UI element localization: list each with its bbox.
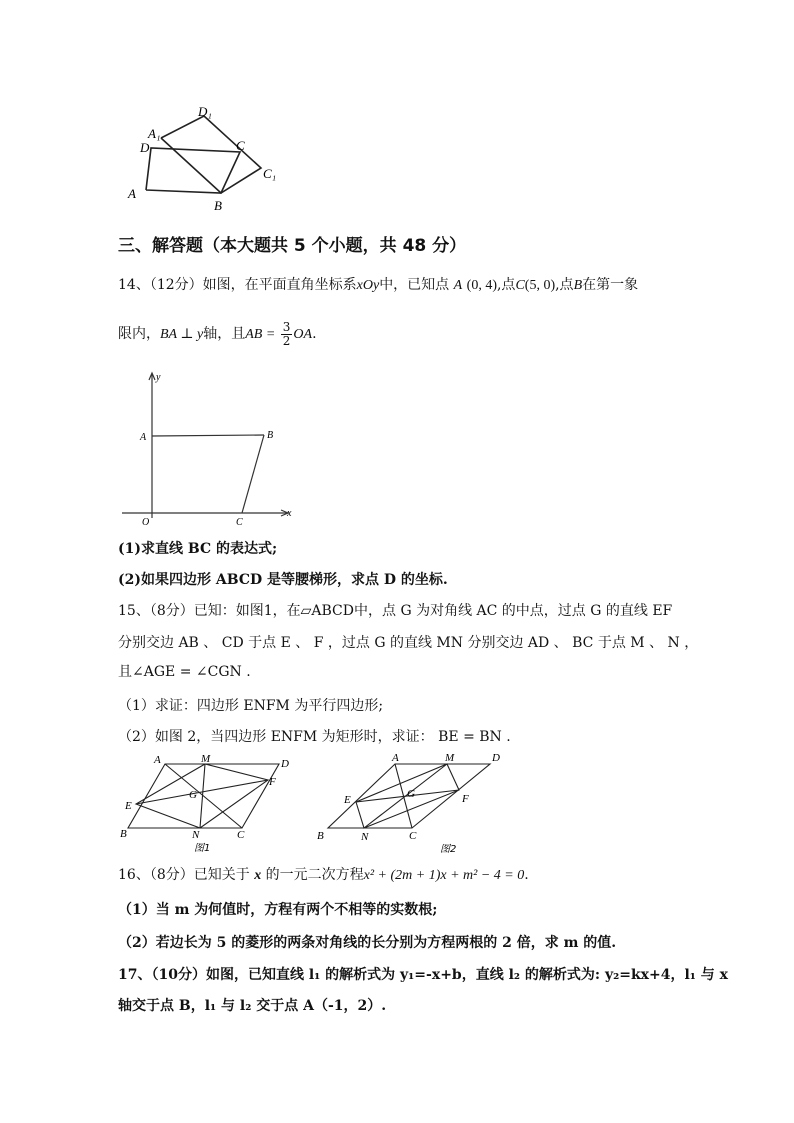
fig1-label-C: C [237,829,245,841]
q14-sub1: (1)求直线 BC 的表达式; [118,541,278,557]
fig2-caption: 图2 [440,844,457,855]
q14-a-coord: (0, 4) [466,278,497,293]
fig1-label-B: B [120,828,127,840]
segment-AB [152,435,264,436]
q14-prefix: 14、（12分）如图，在平面直角坐标系 [118,277,357,293]
q16-line1-mid: 的一元二次方程 [265,867,364,883]
fig2-label-F: F [462,793,469,805]
q14-mid3: ,点 [555,277,574,293]
fig2-label-D: D [492,752,500,764]
q14-line1 [118,276,638,295]
label-C: C [236,138,245,153]
q17-line1: 17、（10分）如图，已知直线 l₁ 的解析式为 y₁=-x+b，直线 l₂ 的解析式为: y₂=kx+4，l₁ 与 x [118,967,729,983]
q14-mid4: 在第一象 [582,277,639,293]
q14-ab: AB = [245,327,276,342]
q16-sub1: （1）当 m 为何值时，方程有两个不相等的实数根; [118,902,438,918]
fig2-label-B: B [317,830,324,842]
label-D: D [140,140,150,155]
point-label-C: C [236,517,243,528]
q16-var-x: x [254,868,262,883]
fig2-label-G: G [407,788,415,800]
point-label-B: B [267,430,274,441]
fig1-diag-AC [165,764,242,828]
fig2-label-M: M [445,752,455,764]
fig1-label-F: F [269,776,276,788]
q14-perp: BA ⊥ y [160,327,204,342]
label-C1: C₁ [263,166,277,181]
section-title: 三、解答题（本大题共 5 个小题，共 48 分） [118,236,467,256]
q15-sub2: （2）如图 2，当四边形 ENFM 为矩形时，求证： BE = BN . [118,729,511,745]
fig2-label-E: E [344,794,351,806]
label-A: A [128,186,136,201]
q16-equation: x² + (2m + 1)x + m² − 4 = 0 [363,868,525,883]
q14-line2-pre: 限内， [118,326,160,342]
q15-line3: 且∠AGE = ∠CGN . [118,664,251,680]
q17-line2: 轴交于点 B，l₁ 与 l₂ 交于点 A（-1，2）. [118,998,387,1014]
q14-frac-den: 2 [282,333,291,348]
q14-b-label: B [573,278,583,293]
axis-label-x: x [287,508,292,519]
fig1-label-G: G [189,789,197,801]
fig2-label-A: A [392,752,399,764]
q16-line1 [118,866,529,885]
q14-mid2: ,点 [496,277,516,293]
q15-sub1: （1）求证：四边形 ENFM 为平行四边形; [118,698,384,714]
q14-c-label: C [515,278,525,293]
point-label-A: A [140,432,147,443]
q15-figure-2 [312,748,512,858]
q15-line2: 分别交边 AB 、 CD 于点 E 、 F ，过点 G 的直线 MN 分别交边 AD 、 BC 于点 M 、 N ， [118,635,699,651]
label-B: B [214,198,222,213]
q14-line2-mid: 轴，且 [203,326,246,342]
edge-ABCD [146,148,240,193]
fig2-line-MN [364,764,447,828]
q16-sub2: （2）若边长为 5 的菱形的两条对角线的长分别为方程两根的 2 倍，求 m 的值. [118,935,617,951]
q14-fraction [281,321,293,348]
q14-sub2: (2)如果四边形 ABCD 是等腰梯形，求点 D 的坐标. [118,572,448,588]
q16-line1-end: . [524,867,529,883]
q16-line1-pre: 16、（8分）已知关于 [118,867,250,883]
edge-A1BC1D1 [161,116,261,193]
point-label-O: O [142,517,150,528]
fig1-label-A: A [154,754,161,766]
label-A1: A₁ [148,126,161,141]
q15-line1: 15、（8分）已知：如图1，在▱ABCD中，点 G 为对角线 AC 的中点，过点 G 的直线 EF [118,603,673,619]
fig2-label-N: N [361,831,369,843]
fig1-caption: 图1 [194,843,211,854]
q14-xoy: xOy [356,278,380,293]
fig1-label-D: D [281,758,289,770]
q14-c-coord: (5, 0) [524,278,556,293]
segment-BC [242,435,264,513]
fig1-label-E: E [125,800,132,812]
top-parallelogram-figure [118,100,288,215]
q15-figure-1 [118,750,293,855]
q14-end: . [312,326,317,342]
fig2-label-C: C [409,830,417,842]
q14-line2 [118,320,317,349]
q14-oa: OA [293,327,313,342]
q14-frac-num: 3 [282,319,291,334]
fig1-label-N: N [192,829,200,841]
q14-a-label: A [453,278,463,293]
axis-label-y: y [156,372,161,383]
q14-coordinate-figure [118,368,298,528]
q14-mid1: 中，已知点 [379,277,450,293]
label-D1: D₁ [198,104,212,119]
fig1-label-M: M [201,753,211,765]
